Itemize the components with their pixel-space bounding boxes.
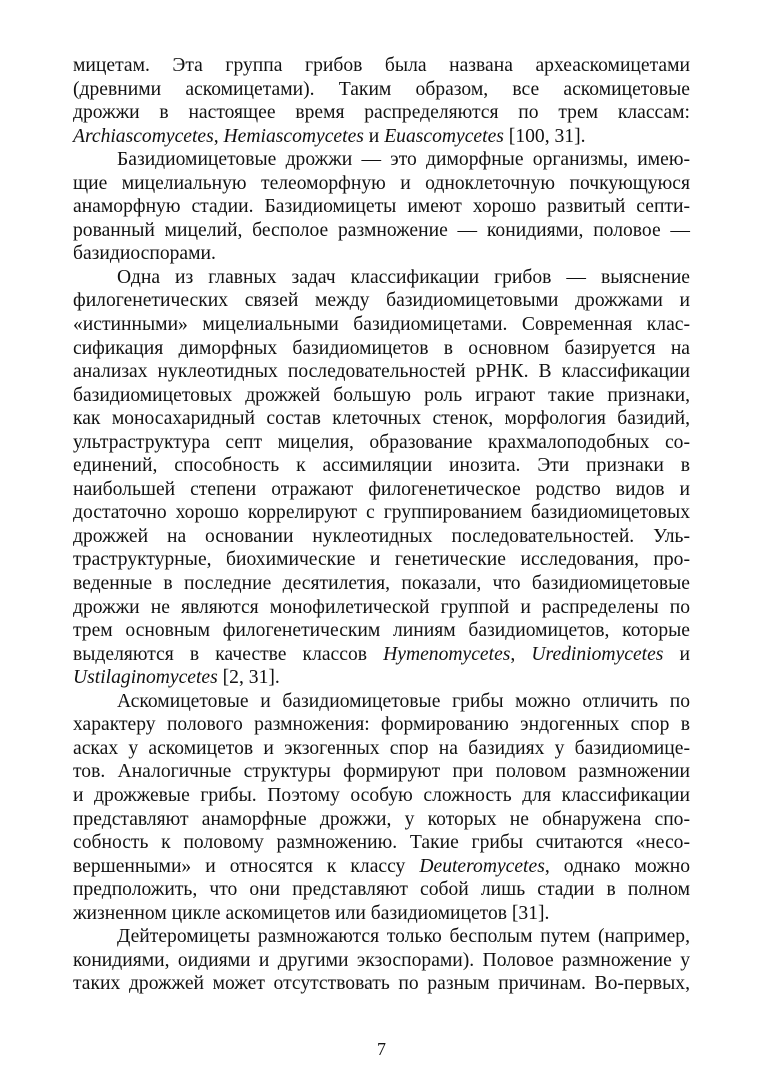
text-line xyxy=(73,148,690,172)
text-run: [100, 31]. xyxy=(503,125,586,147)
text-line xyxy=(73,266,690,290)
text-line xyxy=(73,407,690,431)
text-run: анаморфную стадии. Базидиомицеты имеют хорошо развитый септи- xyxy=(73,196,690,218)
text-run: как моносахаридный состав клеточных стенок, морфология базидий, xyxy=(73,408,690,430)
text-line xyxy=(73,572,690,596)
text-run: дрожжи не являются монофилетической группой и распределены по xyxy=(73,596,690,618)
text-line xyxy=(73,219,690,243)
text-line xyxy=(73,337,690,361)
text-run: конидиями, оидиями и другими экзоспорами). Половое размножение у xyxy=(73,949,690,971)
taxon-name: Hymenomycetes xyxy=(383,643,511,665)
text-line xyxy=(73,784,690,808)
text-run: мицетам. Эта группа грибов была названа археаскомицетами xyxy=(73,55,690,76)
text-run: сификация диморфных базидиомицетов в основном базируется на xyxy=(73,337,690,359)
text-run: дрожжи в настоящее время распределяются по трем классам: xyxy=(73,102,690,124)
text-line xyxy=(73,78,690,102)
text-line xyxy=(73,596,690,620)
text-line xyxy=(73,478,690,502)
text-line xyxy=(73,737,690,761)
text-line xyxy=(73,360,690,384)
paragraph xyxy=(73,266,690,690)
text-run: и xyxy=(663,643,691,665)
text-line xyxy=(73,289,690,313)
text-run: Дейтеромицеты размножаются только бесполым путем (например, xyxy=(117,926,690,948)
text-line xyxy=(73,313,690,337)
paragraph xyxy=(73,690,690,925)
text-run: рованный мицелий, бесполое размножение — конидиями, половое — xyxy=(73,219,690,241)
text-run: предположить, что они представляют собой лишь стадии в полном xyxy=(73,879,690,901)
text-line xyxy=(73,666,690,690)
text-run: , однако можно xyxy=(544,855,690,877)
text-run: базидиомицетовых дрожжей большую роль играют такие признаки, xyxy=(73,384,690,406)
text-run: единений, способность к ассимиляции инозита. Эти признаки в xyxy=(73,455,690,477)
text-run: характеру полового размножения: формированию эндогенных спор в xyxy=(73,714,690,736)
text-run: анализах нуклеотидных последовательностей рРНК. В классификации xyxy=(73,361,690,383)
text-run: «истинными» мицелиальными базидиомицетами. Современная клас- xyxy=(73,314,690,336)
text-run: и xyxy=(363,125,385,147)
paragraph xyxy=(73,148,690,266)
text-line xyxy=(73,501,690,525)
paragraph xyxy=(73,54,690,148)
text-run: трем основным филогенетическим линиям базидиомицетов, которые xyxy=(73,620,690,642)
text-run: филогенетических связей между базидиомицетовыми дрожжами и xyxy=(73,290,690,312)
text-line xyxy=(73,101,690,125)
text-line xyxy=(73,690,690,714)
text-run: [2, 31]. xyxy=(217,667,280,689)
text-line xyxy=(73,384,690,408)
text-line xyxy=(73,242,690,266)
text-run: траструктурные, биохимические и генетические исследования, про- xyxy=(73,549,690,571)
text-line xyxy=(73,902,690,926)
text-run: (древними аскомицетами). Таким образом, все аскомицетовые xyxy=(73,78,690,100)
text-line xyxy=(73,619,690,643)
text-line xyxy=(73,172,690,196)
taxon-name: Archiascomycetes xyxy=(73,125,214,147)
taxon-name: Euascomycetes xyxy=(384,125,504,147)
taxon-name: Hemiascomycetes xyxy=(223,125,364,147)
text-line xyxy=(73,808,690,832)
text-run: веденные в последние десятилетия, показали, что базидиомицетовые xyxy=(73,573,690,595)
text-run: тов. Аналогичные структуры формируют при половом размножении xyxy=(73,761,690,783)
text-run: вершенными» и относятся к классу xyxy=(73,855,420,877)
text-run: таких дрожжей может отсутствовать по разным причинам. Во-первых, xyxy=(73,973,690,995)
text-line xyxy=(73,760,690,784)
text-run: собность к половому размножению. Такие грибы считаются «несо- xyxy=(73,832,690,854)
text-line xyxy=(73,972,690,996)
text-line xyxy=(73,454,690,478)
text-run: щие мицелиальную телеоморфную и одноклеточную почкующуюся xyxy=(73,172,690,194)
text-line xyxy=(73,713,690,737)
text-run: наибольшей степени отражают филогенетическое родство видов и xyxy=(73,478,690,500)
text-line xyxy=(73,125,690,149)
text-line xyxy=(73,195,690,219)
text-line xyxy=(73,431,690,455)
text-run: жизненном цикле аскомицетов или базидиомицетов [31]. xyxy=(73,902,550,924)
text-line xyxy=(73,643,690,667)
text-line xyxy=(73,949,690,973)
text-run: дрожжей на основании нуклеотидных последовательностей. Уль- xyxy=(73,525,690,547)
text-run: и дрожжевые грибы. Поэтому особую сложность для классификации xyxy=(73,784,690,806)
text-run: , xyxy=(213,125,224,147)
taxon-name: Urediniomycetes xyxy=(531,643,664,665)
taxon-name: Deuteromycetes xyxy=(419,855,545,877)
text-run: базидиоспорами. xyxy=(73,243,216,265)
text-line xyxy=(73,925,690,949)
text-line xyxy=(73,548,690,572)
text-run: Аскомицетовые и базидиомицетовые грибы можно отличить по xyxy=(117,690,690,712)
text-run: достаточно хорошо коррелируют с группированием базидиомицетовых xyxy=(73,502,690,524)
page-number: 7 xyxy=(377,1039,386,1059)
text-run: , xyxy=(510,643,532,665)
page-body xyxy=(73,54,690,996)
text-line xyxy=(73,855,690,879)
text-line xyxy=(73,54,690,78)
text-run: ультраструктура септ мицелия, образование крахмалоподобных со- xyxy=(73,431,690,453)
text-run: выделяются в качестве классов xyxy=(73,643,384,665)
text-run: представляют анаморфные дрожжи, у которых не обнаружена спо- xyxy=(73,808,690,830)
text-run: асках у аскомицетов и экзогенных спор на базидиях у базидиомице- xyxy=(73,737,690,759)
text-line xyxy=(73,878,690,902)
text-run: Одна из главных задач классификации грибов — выяснение xyxy=(117,266,690,288)
text-line xyxy=(73,525,690,549)
text-run: Базидиомицетовые дрожжи — это диморфные организмы, имею- xyxy=(117,149,690,171)
paragraph xyxy=(73,925,690,996)
taxon-name: Ustilaginomycetes xyxy=(73,667,218,689)
text-line xyxy=(73,831,690,855)
